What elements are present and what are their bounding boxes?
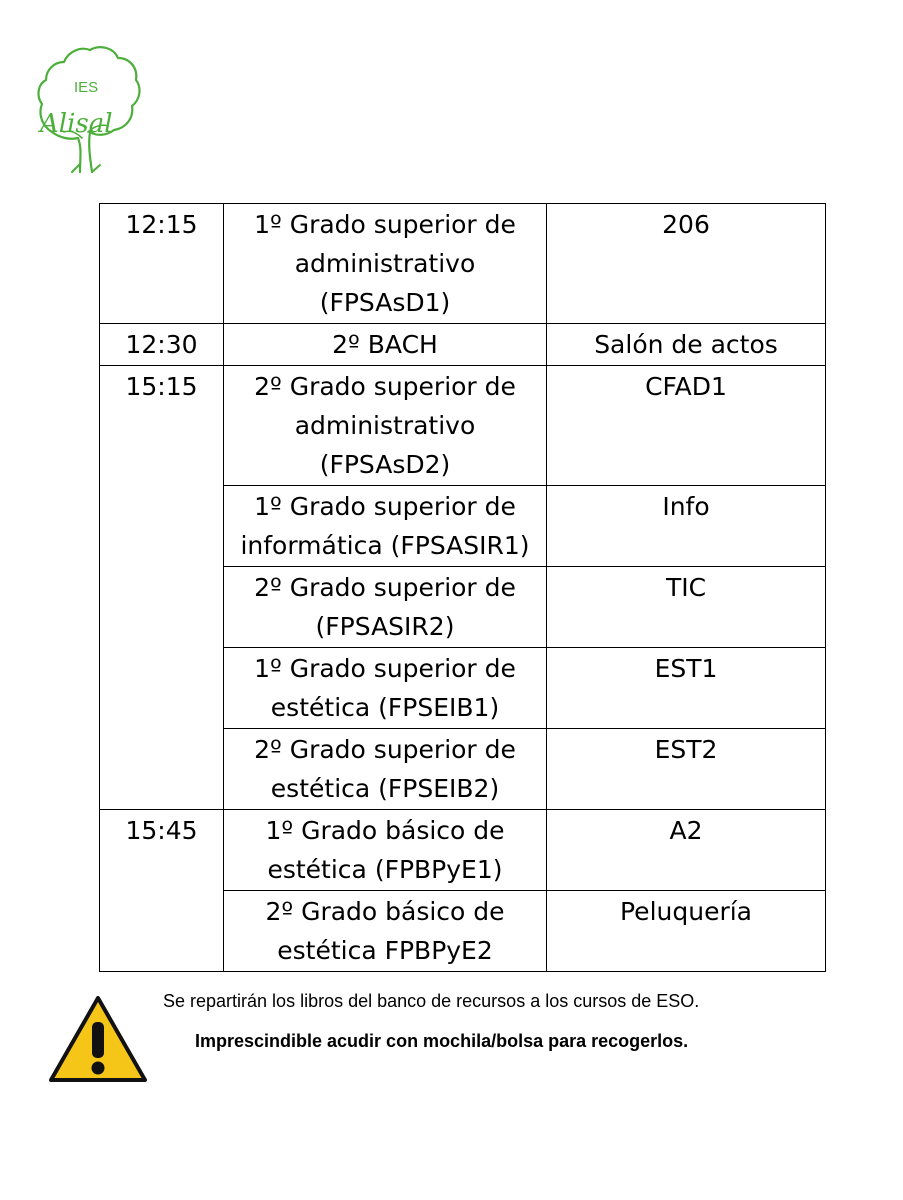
group-line: estética FPBPyE2 (277, 936, 493, 965)
time-cell (100, 366, 224, 810)
room-value: Peluquería (620, 897, 752, 926)
table-row (100, 810, 826, 891)
group-line: 2º Grado básico de (265, 897, 505, 926)
group-cell (224, 204, 547, 324)
group-cell (224, 810, 547, 891)
time-value: 15:15 (125, 372, 198, 401)
logo-name-text: Alisal (40, 109, 113, 139)
room-value: CFAD1 (645, 372, 727, 401)
room-cell (547, 648, 826, 729)
room-value: EST1 (654, 654, 718, 683)
room-value: EST2 (654, 735, 718, 764)
time-cell (100, 204, 224, 324)
notice-text: Se repartirán los libros del banco de recursos a los cursos de ESO. (163, 991, 700, 1011)
room-cell (547, 729, 826, 810)
group-cell (224, 567, 547, 648)
room-cell (547, 366, 826, 486)
table-row (100, 204, 826, 324)
group-line: administrativo (294, 411, 476, 440)
group-line: estética (FPBPyE1) (267, 855, 503, 884)
group-line: 1º Grado básico de (265, 816, 505, 845)
room-value: TIC (665, 573, 707, 602)
group-cell (224, 891, 547, 972)
room-cell (547, 486, 826, 567)
group-line: 2º BACH (332, 330, 438, 359)
room-value: 206 (662, 210, 710, 239)
group-line: (FPSAsD1) (319, 288, 451, 317)
room-value: A2 (669, 816, 703, 845)
group-line: administrativo (294, 249, 476, 278)
group-cell (224, 324, 547, 366)
room-value: Info (662, 492, 710, 521)
room-cell (547, 891, 826, 972)
group-line: 1º Grado superior de (254, 210, 516, 239)
time-value: 15:45 (125, 816, 198, 845)
room-cell (547, 204, 826, 324)
group-line: estética (FPSEIB2) (270, 774, 500, 803)
group-line: estética (FPSEIB1) (270, 693, 500, 722)
room-value: Salón de actos (594, 330, 778, 359)
room-cell (547, 324, 826, 366)
group-line: (FPSAsD2) (319, 450, 451, 479)
room-cell (547, 567, 826, 648)
room-cell (547, 810, 826, 891)
time-cell (100, 324, 224, 366)
group-line: (FPSASIR2) (315, 612, 455, 641)
tree-logo-icon (30, 40, 150, 175)
group-cell (224, 486, 547, 567)
time-value: 12:15 (125, 210, 198, 239)
group-cell (224, 648, 547, 729)
group-line: informática (FPSASIR1) (240, 531, 530, 560)
group-cell (224, 729, 547, 810)
group-line: 2º Grado superior de (254, 372, 516, 401)
schedule-table (99, 203, 826, 972)
time-cell (100, 810, 224, 972)
warning-icon (48, 994, 148, 1084)
group-line: 1º Grado superior de (254, 654, 516, 683)
school-logo (30, 40, 150, 175)
table-row (100, 324, 826, 366)
group-line: 2º Grado superior de (254, 573, 516, 602)
logo-ies-text: IES (74, 79, 99, 96)
notice-block (48, 990, 848, 1090)
table-row (100, 366, 826, 486)
time-value: 12:30 (125, 330, 198, 359)
notice-emphasis-text: Imprescindible acudir con mochila/bolsa para recogerlos. (195, 1031, 689, 1051)
group-cell (224, 366, 547, 486)
group-line: 1º Grado superior de (254, 492, 516, 521)
group-line: 2º Grado superior de (254, 735, 516, 764)
